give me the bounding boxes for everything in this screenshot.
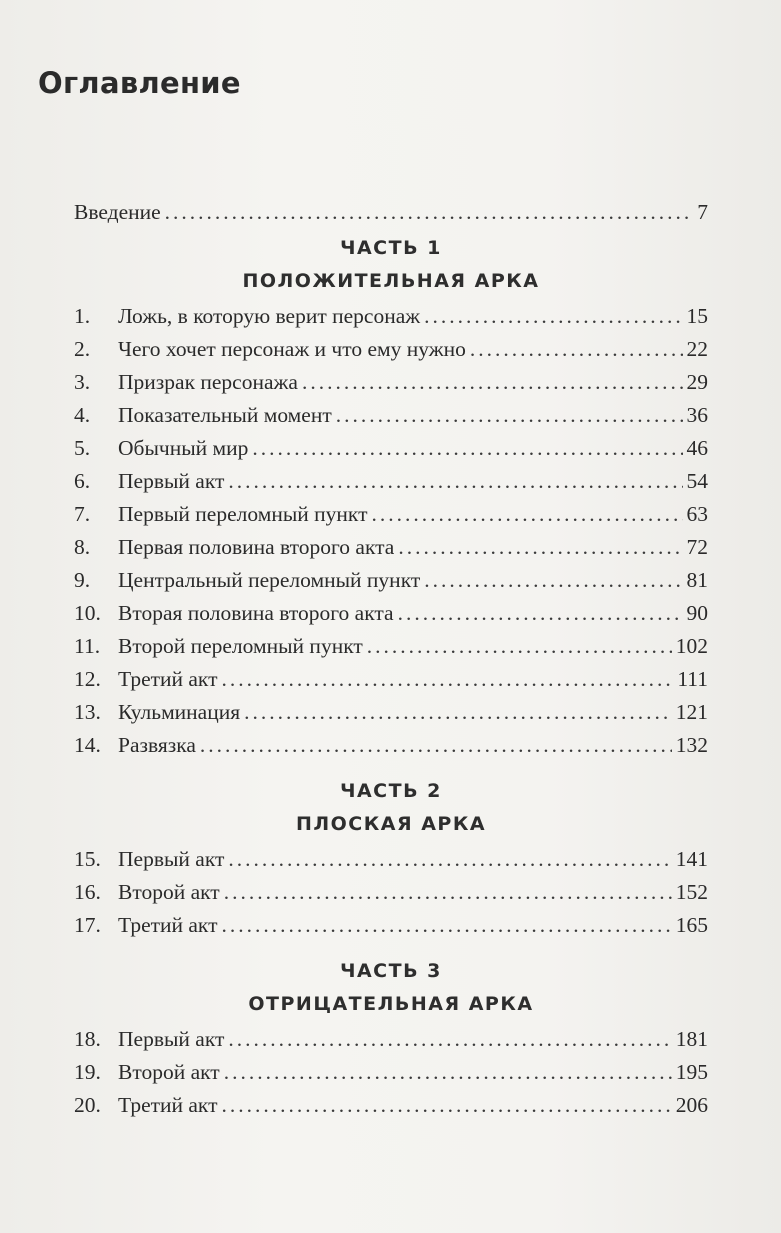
toc-entry-page: 141 — [675, 847, 708, 871]
toc-entry-number: 3. — [74, 370, 91, 394]
toc-part-section — [74, 956, 708, 1122]
dot-leader — [228, 1023, 671, 1056]
toc-entry[interactable] — [74, 843, 708, 876]
toc-part-section — [74, 233, 708, 762]
toc-entry-label: Третий акт — [118, 667, 218, 691]
dot-leader — [470, 333, 683, 366]
dot-leader — [252, 432, 682, 465]
toc-entry-label: Чего хочет персонаж и что ему нужно — [118, 337, 466, 361]
toc-entry-label: Третий акт — [118, 1093, 218, 1117]
dot-leader — [222, 1089, 672, 1122]
toc-entry-page: 165 — [675, 913, 708, 937]
toc-entry-page: 22 — [686, 337, 708, 361]
toc-entry-label: Введение — [74, 200, 161, 224]
toc-entry-page: 81 — [686, 568, 708, 592]
toc-entry-page: 152 — [675, 880, 708, 904]
toc-entry[interactable] — [74, 432, 708, 465]
toc-entry-label: Ложь, в которую верит персонаж — [118, 304, 421, 328]
toc-entry-page: 206 — [675, 1093, 708, 1117]
toc-entry-page: 72 — [686, 535, 708, 559]
page-title: Оглавление — [38, 66, 241, 100]
toc-entry-number: 13. — [74, 700, 101, 724]
dot-leader — [224, 1056, 672, 1089]
toc-entry-number: 1. — [74, 304, 91, 328]
toc-entry-label: Второй акт — [118, 880, 220, 904]
toc-entry[interactable] — [74, 399, 708, 432]
toc-entry-number: 9. — [74, 568, 91, 592]
toc-entry[interactable] — [74, 366, 708, 399]
toc-entry-label: Первый акт — [118, 1027, 225, 1051]
toc-entry[interactable] — [74, 564, 708, 597]
toc-entry-label: Первая половина второго акта — [118, 535, 395, 559]
toc-entry-page: 181 — [675, 1027, 708, 1051]
toc-entry-number: 4. — [74, 403, 91, 427]
toc-entry-number: 15. — [74, 847, 101, 871]
toc-entry-page: 7 — [697, 200, 708, 224]
toc-entry[interactable] — [74, 909, 708, 942]
toc-entry[interactable] — [74, 1023, 708, 1056]
toc-entry-label: Первый переломный пункт — [118, 502, 368, 526]
toc-entry-label: Второй переломный пункт — [118, 634, 363, 658]
toc-entry-page: 36 — [686, 403, 708, 427]
toc-entry-number: 6. — [74, 469, 91, 493]
dot-leader — [200, 729, 672, 762]
toc-entry-number: 2. — [74, 337, 91, 361]
toc-entry-page: 90 — [686, 601, 708, 625]
toc-entry-page: 63 — [686, 502, 708, 526]
toc-entry[interactable] — [74, 498, 708, 531]
toc-entry-number: 20. — [74, 1093, 101, 1117]
toc-entry-number: 5. — [74, 436, 91, 460]
dot-leader — [398, 597, 683, 630]
toc-entry-label: Первый акт — [118, 847, 225, 871]
toc-entry-label: Обычный мир — [118, 436, 249, 460]
part-name: ПОЛОЖИТЕЛЬНАЯ АРКА — [242, 270, 540, 292]
dot-leader — [371, 498, 682, 531]
toc-entry-label: Кульминация — [118, 700, 241, 724]
toc-entry-page: 132 — [675, 733, 708, 757]
toc-entry[interactable] — [74, 1056, 708, 1089]
toc-entry-number: 12. — [74, 667, 101, 691]
toc-entry[interactable] — [74, 696, 708, 729]
table-of-contents — [74, 196, 708, 1122]
toc-entry[interactable] — [74, 465, 708, 498]
dot-leader — [228, 843, 671, 876]
toc-entry-page: 111 — [677, 667, 708, 691]
toc-entry-page: 195 — [675, 1060, 708, 1084]
toc-entry-page: 46 — [686, 436, 708, 460]
toc-entry-number: 16. — [74, 880, 101, 904]
dot-leader — [398, 531, 682, 564]
toc-entry[interactable] — [74, 300, 708, 333]
toc-entry-number: 18. — [74, 1027, 101, 1051]
toc-entry-label: Второй акт — [118, 1060, 220, 1084]
part-number: ЧАСТЬ 1 — [340, 237, 442, 259]
toc-entry-page: 102 — [675, 634, 708, 658]
toc-entry-label: Развязка — [118, 733, 196, 757]
dot-leader — [224, 876, 672, 909]
toc-entry[interactable] — [74, 1089, 708, 1122]
dot-leader — [228, 465, 682, 498]
toc-part-section — [74, 776, 708, 942]
toc-entry-page: 15 — [686, 304, 708, 328]
toc-entry[interactable] — [74, 531, 708, 564]
dot-leader — [302, 366, 683, 399]
toc-entry-page: 121 — [675, 700, 708, 724]
toc-entry[interactable] — [74, 597, 708, 630]
dot-leader — [424, 564, 682, 597]
toc-entry-intro[interactable] — [74, 196, 708, 229]
dot-leader — [222, 909, 672, 942]
toc-entry-number: 17. — [74, 913, 101, 937]
toc-entry-number: 8. — [74, 535, 91, 559]
toc-entry-label: Вторая половина второго акта — [118, 601, 394, 625]
toc-entry-number: 10. — [74, 601, 101, 625]
toc-entry[interactable] — [74, 729, 708, 762]
toc-entry-label: Третий акт — [118, 913, 218, 937]
dot-leader — [367, 630, 672, 663]
dot-leader — [244, 696, 672, 729]
dot-leader — [424, 300, 682, 333]
toc-entry-label: Призрак персонажа — [118, 370, 298, 394]
toc-entry-page: 29 — [686, 370, 708, 394]
toc-entry-label: Центральный переломный пункт — [118, 568, 421, 592]
dot-leader — [222, 663, 674, 696]
toc-entry[interactable] — [74, 333, 708, 366]
toc-entry-label: Первый акт — [118, 469, 225, 493]
toc-entry-number: 14. — [74, 733, 101, 757]
part-number: ЧАСТЬ 2 — [340, 780, 442, 802]
toc-entry[interactable] — [74, 876, 708, 909]
dot-leader — [165, 196, 694, 229]
toc-entry-number: 7. — [74, 502, 91, 526]
toc-entry[interactable] — [74, 663, 708, 696]
part-name: ОТРИЦАТЕЛЬНАЯ АРКА — [248, 993, 534, 1015]
toc-entry-number: 11. — [74, 634, 101, 658]
toc-entry[interactable] — [74, 630, 708, 663]
toc-entry-page: 54 — [686, 469, 708, 493]
toc-entry-label: Показательный момент — [118, 403, 332, 427]
part-name: ПЛОСКАЯ АРКА — [295, 813, 487, 835]
dot-leader — [336, 399, 683, 432]
part-number: ЧАСТЬ 3 — [340, 960, 442, 982]
toc-entry-number: 19. — [74, 1060, 101, 1084]
parts-list — [74, 233, 708, 1122]
